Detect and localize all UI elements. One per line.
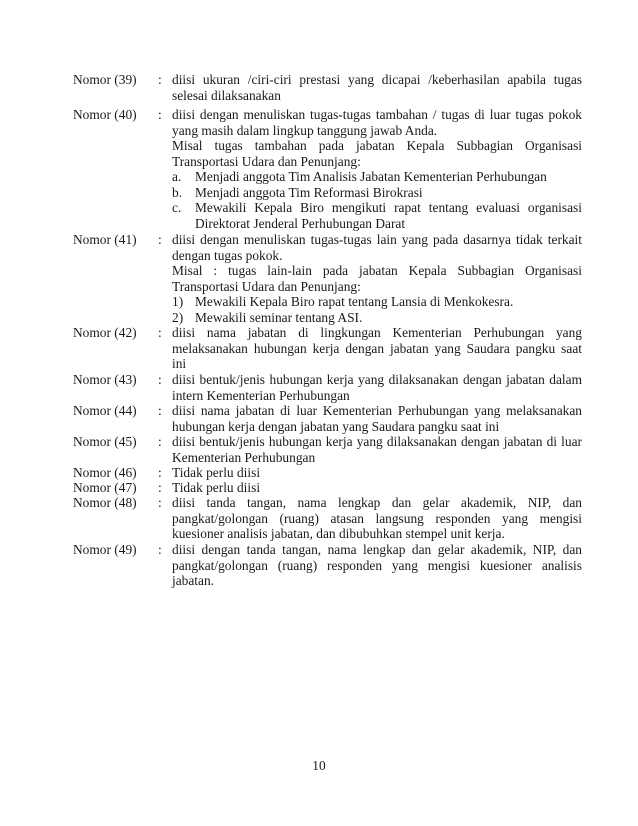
description-line: diisi bentuk/jenis hubungan kerja yang dilaksanakan dengan jabatan di luar [172, 434, 582, 449]
list-item-label: c. [172, 200, 182, 215]
entry-number: Nomor (41) [73, 232, 137, 247]
description-line: hubungan kerja dengan jabatan yang Saudara pangku saat ini [172, 418, 500, 434]
description-line: diisi tanda tangan, nama lengkap dan gelar akademik, NIP, dan [172, 495, 582, 510]
entry-number: Nomor (44) [73, 403, 137, 418]
description-line: selesai dilaksanakan [172, 87, 281, 103]
list-item [172, 185, 582, 201]
page-number: 10 [312, 758, 326, 773]
description-line: diisi dengan tanda tangan, nama lengkap dan gelar akademik, NIP, dan [172, 542, 582, 557]
description-line: intern Kementerian Perhubungan [172, 387, 350, 403]
entry-number: Nomor (42) [73, 325, 137, 340]
description-line: Misal tugas tambahan pada jabatan Kepala Subbagian Organisasi [172, 138, 582, 153]
entry-colon: : [158, 325, 162, 340]
entry-colon: : [158, 107, 162, 122]
entry-description [172, 107, 582, 169]
list-item-text: Mewakili Kepala Biro mengikuti rapat tentang evaluasi organisasi [195, 200, 582, 215]
entry-description [172, 434, 582, 465]
description-line: diisi nama jabatan di luar Kementerian Perhubungan yang melaksanakan [172, 403, 582, 418]
list-item-label: a. [172, 169, 182, 184]
entry-number: Nomor (47) [73, 480, 137, 495]
entry-colon: : [158, 403, 162, 418]
entry-description [172, 372, 582, 403]
entry-description [172, 232, 582, 294]
list-item-text: Menjadi anggota Tim Reformasi Birokrasi [195, 184, 423, 200]
entry-description [172, 403, 582, 434]
entry-colon: : [158, 232, 162, 247]
subitem-list [172, 294, 582, 325]
entry-colon: : [158, 480, 162, 495]
description-line: ini [172, 356, 187, 371]
entry-colon: : [158, 542, 162, 557]
description-line: Transportasi Udara dan Penunjang: [172, 278, 361, 294]
list-item [172, 310, 582, 326]
subitem-list [172, 169, 582, 231]
description-line: dengan tugas pokok. [172, 247, 283, 263]
entry-colon: : [158, 72, 162, 87]
description-line: diisi dengan menuliskan tugas-tugas lain yang pada dasarnya tidak terkait [172, 232, 582, 247]
description-line: jabatan. [172, 573, 215, 588]
entry-description [172, 325, 582, 372]
entry-description [172, 72, 582, 103]
list-item [172, 169, 582, 185]
description-line: Tidak perlu diisi [172, 465, 261, 480]
list-item [172, 294, 582, 310]
list-item-text: Mewakili seminar tentang ASI. [195, 309, 363, 325]
description-line: kuesioner analisis jabatan, dan dibubuhkan stempel unit kerja. [172, 526, 505, 541]
description-line: Tidak perlu diisi [172, 480, 261, 495]
description-line: melaksanakan hubungan kerja dengan jabatan yang Saudara pangku saat [172, 340, 582, 356]
entry-number: Nomor (48) [73, 495, 137, 510]
entry-description [172, 480, 582, 496]
list-item-text: Menjadi anggota Tim Analisis Jabatan Kementerian Perhubungan [195, 169, 547, 184]
entry-description [172, 465, 582, 481]
entry-number: Nomor (45) [73, 434, 137, 449]
description-line: diisi bentuk/jenis hubungan kerja yang dilaksanakan dengan jabatan dalam [172, 372, 582, 387]
list-item-label: 1) [172, 294, 184, 309]
description-line: Kementerian Perhubungan [172, 449, 316, 465]
description-line: yang masih dalam lingkup tanggung jawab Anda. [172, 122, 438, 138]
description-line: Transportasi Udara dan Penunjang: [172, 153, 361, 169]
description-line: pangkat/golongan (ruang) atasan langsung responden yang mengisi [172, 510, 582, 526]
entry-number: Nomor (40) [73, 107, 137, 122]
list-item-continuation [172, 216, 582, 232]
entry-colon: : [158, 434, 162, 449]
list-item-label: 2) [172, 309, 184, 325]
entry-number: Nomor (39) [73, 72, 137, 87]
list-item-text: Direktorat Jenderal Perhubungan Darat [195, 215, 406, 231]
entry-number: Nomor (46) [73, 465, 137, 480]
description-line: Misal : tugas lain-lain pada jabatan Kepala Subbagian Organisasi [172, 263, 582, 278]
entry-number: Nomor (49) [73, 542, 137, 557]
description-line: pangkat/golongan (ruang) responden yang mengisi kuesioner analisis [172, 557, 582, 573]
list-item [172, 200, 582, 216]
entry-number: Nomor (43) [73, 372, 137, 387]
list-item-label: b. [172, 184, 183, 200]
entry-colon: : [158, 372, 162, 387]
entry-description [172, 542, 582, 589]
entry-colon: : [158, 495, 162, 510]
description-line: diisi nama jabatan di lingkungan Kementerian Perhubungan yang [172, 325, 582, 340]
description-line: diisi dengan menuliskan tugas-tugas tambahan / tugas di luar tugas pokok [172, 107, 582, 122]
description-line: diisi ukuran /ciri-ciri prestasi yang dicapai /keberhasilan apabila tugas [172, 72, 582, 87]
entry-description [172, 495, 582, 542]
list-item-text: Mewakili Kepala Biro rapat tentang Lansia di Menkokesra. [195, 294, 514, 309]
entry-colon: : [158, 465, 162, 480]
